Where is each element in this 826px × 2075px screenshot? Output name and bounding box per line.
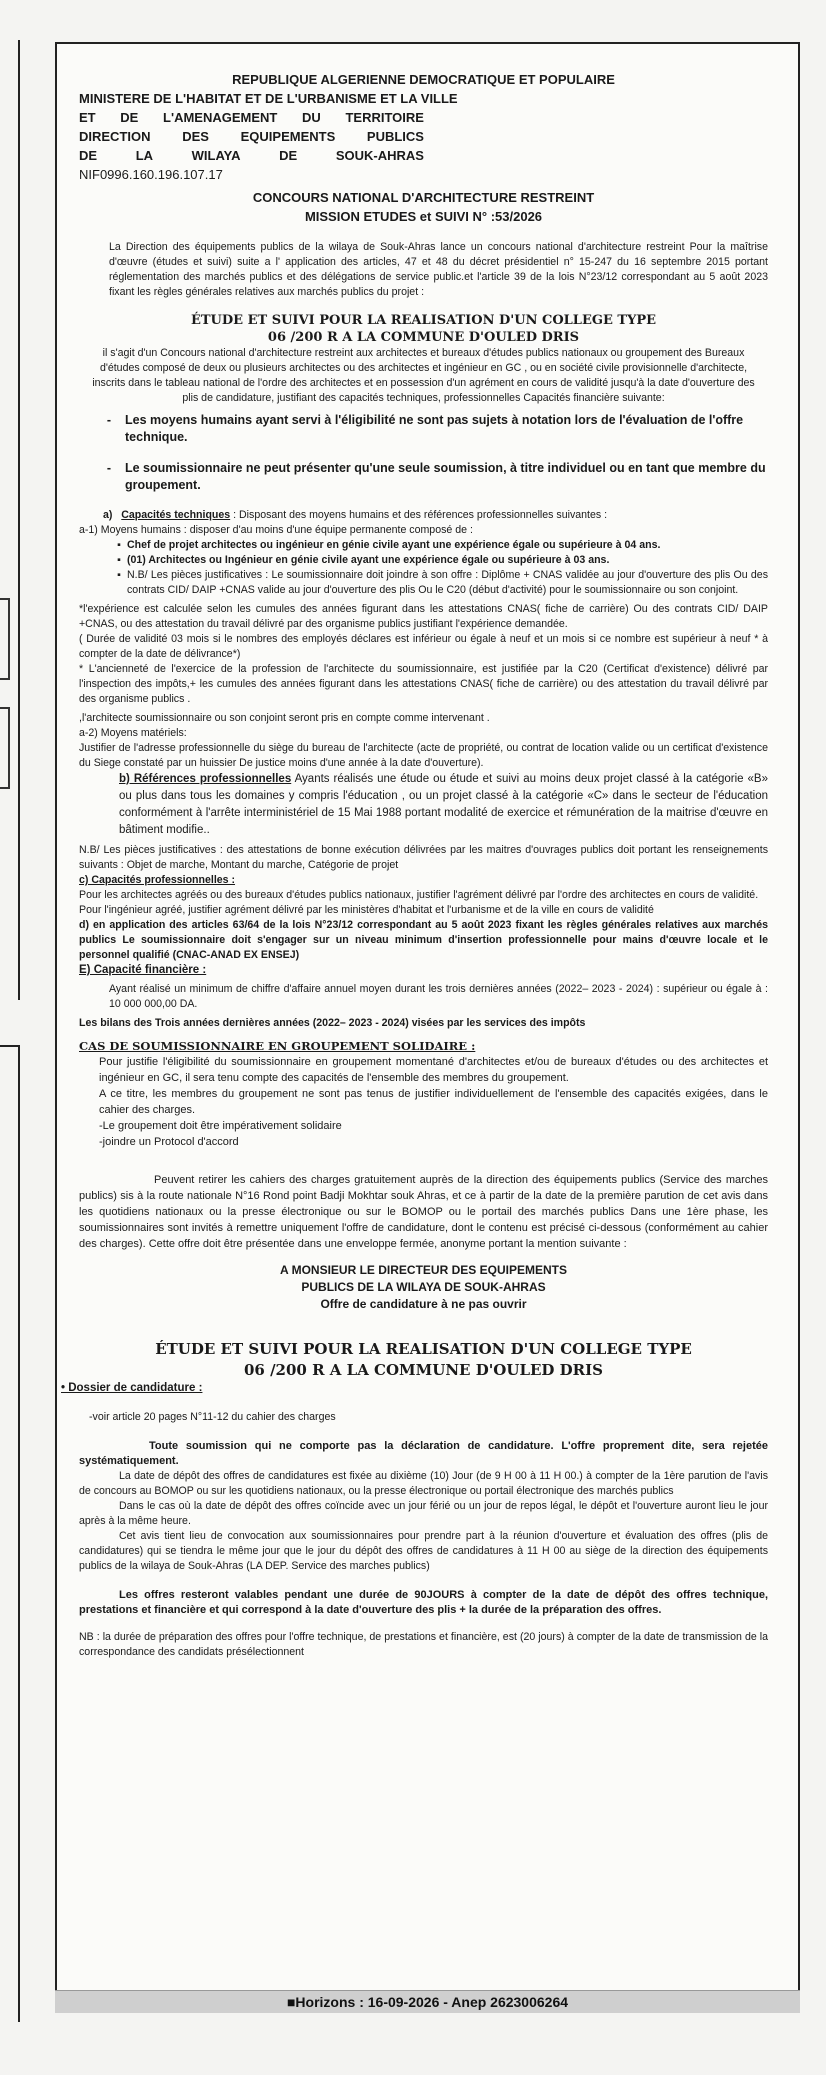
bilans-text: Les bilans des Trois années dernières années (2022– 2023 - 2024) visées par les services des impôts: [79, 1017, 586, 1029]
ministry-line: [79, 108, 424, 127]
groupement-title: CAS DE SOUMISSIONNAIRE EN GROUPEMENT SOLIDAIRE :: [79, 1039, 476, 1053]
ministere-heading: MINISTERE DE L'HABITAT ET DE L'URBANISME ET LA VILLE: [79, 91, 458, 106]
note-item: [79, 460, 768, 494]
address-line: PUBLICS DE LA WILAYA DE SOUK-AHRAS: [301, 1280, 546, 1294]
wilaya-line: [79, 146, 424, 165]
cap-tech-label: a): [103, 509, 113, 521]
validity-note: ( Durée de validité 03 mois si le nombres des employés déclares est inférieur ou égale à neuf et un mois si ce nombre est supérieur à neuf * à compter de la date de délivrance*): [79, 633, 768, 660]
references-text: Ayants réalisés une étude ou étude et suivi au moins deux projet classé à la catégorie «B» ou plus dans tous les domaines y compris l'éducation , ou un projet classé à la catégorie «C» dans le secteur de l'éducation conformément à l'arrête interministériel de 15 Mai 1988 portant modalité de exercice et rémunération de la maitrise d'œuvre en bâtiment modifie..: [119, 773, 768, 836]
references-paragraph: [79, 771, 768, 839]
dash-marker: -: [106, 413, 112, 427]
wilaya-word: LA: [135, 148, 154, 163]
staff-item: [79, 568, 768, 598]
wilaya-word: WILAYA: [191, 148, 241, 163]
wilaya-word: SOUK-AHRAS: [335, 148, 424, 163]
cap-pro-title: c) Capacités professionnelles :: [79, 874, 236, 886]
dossier-rejet: Toute soumission qui ne comporte pas la déclaration de candidature. L'offre proprement dite, sera rejetée systématiquement.: [79, 1440, 768, 1467]
ministry-word: L'AMENAGEMENT: [163, 110, 278, 125]
moyens-materiels: a-2) Moyens matériels:: [79, 727, 187, 739]
project-title-line: 06 /200 R A LA COMMUNE D'OULED DRIS: [243, 1361, 603, 1379]
groupement-p2: A ce titre, les membres du groupement ne sont pas tenus de justifier individuellement de l'ensemble des capacités exigées, dans le cahier des charges.: [99, 1088, 768, 1116]
intervenant-note: ,l'architecte soumissionnaire ou son conjoint seront pris en compte comme intervenant .: [79, 712, 490, 724]
seniority-note: * L'ancienneté de l'exercice de la profession de l'architecte du soumissionnaire, est justifiée par la C20 (Certificat d'existence) délivré par l'inspection des impôts,+ les cumules des années figurant dans les attestations CNAS( fiche de carrière) ou des attestation du travail délivré par des organisme publics .: [79, 663, 768, 705]
notice-frame: [55, 42, 800, 2006]
project-title-line: 06 /200 R A LA COMMUNE D'OULED DRIS: [267, 330, 580, 345]
ministry-word: DU: [302, 110, 321, 125]
note-text: Les moyens humains ayant servi à l'éligibilité ne sont pas sujets à notation lors de l'évaluation de l'offre technique.: [125, 413, 744, 444]
cap-tech-desc: : Disposant des moyens humains et des références professionnelles suivantes :: [233, 509, 608, 521]
cap-fin-title: E) Capacité financière :: [79, 964, 207, 976]
experience-note: *l'expérience est calculée selon les cumules des années figurant dans les attestations CNAS( fiche de carrière) Ou des contrats CID/ DAIP +CNAS, ou des attestation du travail délivré par des organisme publics justifiant l'expérience demandée.: [79, 603, 768, 630]
insertion-paragraph: d) en application des articles 63/64 de la lois N°23/12 correspondant au 5 août 2023 fixant les règles générales relatives aux marchés publics Le soumissionnaire doit s'engager sur un niveau minimum d'insertion professionnelle pour mains d'œuvre locale et le personnel qualifié (CNAC-ANAD EX ENSEJ): [79, 919, 768, 961]
project-title: [79, 312, 768, 346]
concours-title: CONCOURS NATIONAL D'ARCHITECTURE RESTREINT: [252, 190, 595, 205]
dossier-date: La date de dépôt des offres de candidatures est fixée au dixième (10) Jour (de 9 H 00 à 11 H 00.) à compter de la 1ère parution de l'avis de concours au BOMOP ou sur les quotidiens nationaux, ou la presse électronique ou portail électronique des marchés publics: [79, 1470, 768, 1497]
dossier-nb: NB : la durée de préparation des offres pour l'offre technique, de prestations et financière, est (20 jours) à compter de la date de transmission de la correspondance des candidats présélectionnent: [79, 1631, 768, 1658]
address-block: [79, 1262, 768, 1313]
moyens-materiels-text: Justifier de l'adresse professionnelle du siège du bureau de l'architecte (acte de propriété, ou contrat de location valide ou un certificat d'existence du Siege constaté par un huissier De justice moins d'une année à la date d'ouverture).: [79, 742, 768, 769]
references-nb: N.B/ Les pièces justificatives : des attestations de bonne exécution délivrées par les maitres d'ouvrages publics doit portant les renseignements suivants : Objet de marche, Montant du marche, Catégorie de projet: [79, 844, 768, 871]
address-line: A MONSIEUR LE DIRECTEUR DES EQUIPEMENTS: [280, 1263, 567, 1277]
dossier-voir: -voir article 20 pages N°11-12 du cahier des charges: [89, 1411, 336, 1423]
intro-paragraph: La Direction des équipements publics de la wilaya de Souk-Ahras lance un concours national d'architecture restreint Pour la maîtrise d'œuvre (études et suivi) suite a l' application des articles, 47 et 48 du décret présidentiel n° 15-247 du 16 septembre 2015 portant réglementation des marchés publics et des délégations de service public.et l'article 39 de la lois N°23/12 correspondant au 5 août 2023 fixant les règles générales relatives aux marchés publics du projet :: [109, 241, 768, 298]
staff-text: (01) Architectes ou Ingénieur en génie civile ayant une expérience égale ou supérieure à 03 ans.: [127, 554, 610, 566]
direction-word: DIRECTION: [79, 129, 151, 144]
project-title-line: ÉTUDE ET SUIVI POUR LA REALISATION D'UN COLLEGE TYPE: [190, 313, 657, 328]
staff-text: N.B/ Les pièces justificatives : Le soumissionnaire doit joindre à son offre : Diplôme + CNAS validée au jour d'ouverture des plis Ou des contrats CID/ DAIP +CNAS valide au jour d'ouverture des plis Ou le C20 (début d'activité) pour le soumissionnaire ou son conjoint.: [127, 569, 768, 596]
moyens-humains: a-1) Moyens humains : disposer d'au moins d'une équipe permanente composé de :: [79, 524, 473, 536]
note-text: Le soumissionnaire ne peut présenter qu'une seule soumission, à titre individuel ou en tant que membre du groupement.: [125, 461, 766, 492]
ministry-word: TERRITOIRE: [345, 110, 424, 125]
direction-line: [79, 127, 424, 146]
ministry-word: ET: [79, 110, 96, 125]
wilaya-word: DE: [279, 148, 298, 163]
staff-text: Chef de projet architectes ou ingénieur en génie civile ayant une expérience égale ou supérieure à 04 ans.: [127, 539, 661, 551]
groupement-p3: -Le groupement doit être impérativement solidaire: [99, 1120, 342, 1132]
cap-tech-heading: [79, 508, 768, 523]
left-column-box: [0, 707, 10, 789]
nif-number: NIF0996.160.196.107.17: [79, 167, 223, 182]
cap-pro-engineer: Pour l'ingénieur agréé, justifier agrément délivré par les ministères d'habitat et l'urbanisme et de la ville en cours de validité: [79, 904, 654, 916]
direction-word: DES: [182, 129, 209, 144]
project-title-repeat: [79, 1339, 768, 1381]
direction-word: EQUIPEMENTS: [240, 129, 336, 144]
dossier-validite: Les offres resteront valables pendant une durée de 90JOURS à compter de la date de dépôt des offres technique, prestations et financière et qui correspond à la date d'ouverture des plis + la durée de la préparation des offres.: [79, 1589, 768, 1616]
note-item: [79, 412, 768, 446]
groupement-p1: Pour justifie l'éligibilité du soumissionnaire en groupement momentané d'architectes et/ou de bureaux d'études ou des architectes et ingénieur en GC, il sera tenu compte des capacités de l'ensemble des membres du groupement.: [99, 1056, 768, 1084]
ministry-word: DE: [120, 110, 139, 125]
address-line: Offre de candidature à ne pas ouvrir: [320, 1297, 527, 1311]
left-column-box: [0, 598, 10, 680]
eligibility-paragraph: il s'agit d'un Concours national d'architecture restreint aux architectes et bureaux d'études publics nationaux ou groupement des Bureaux d'études composé de deux ou plusieurs architectes ou des architectes et ingénieur en GC , ou en société civile provisionnelle d'architecte, inscrits dans le tableau national de l'ordre des architectes et en possession d'un agrément en cours de validité jusqu'à la date d'ouverture des plis de candidature, justifiant des capacités techniques, professionnelles Capacités financière suivante:: [92, 347, 755, 404]
republique-heading: REPUBLIQUE ALGERIENNE DEMOCRATIQUE ET POPULAIRE: [232, 72, 615, 87]
bullet-marker: ▪: [117, 554, 121, 566]
left-column-edge: [0, 1045, 20, 2022]
groupement-p4: -joindre un Protocol d'accord: [99, 1136, 239, 1148]
publication-footer: [55, 1990, 800, 2013]
references-label: b) Références professionnelles: [119, 773, 292, 785]
bullet-marker: ▪: [117, 539, 121, 551]
bullet-marker: ▪: [117, 569, 121, 581]
wilaya-word: DE: [79, 148, 98, 163]
cap-pro-architect: Pour les architectes agréés ou des bureaux d'études publics nationaux, justifier l'agrément délivré par l'ordre des architectes en cours de validité.: [79, 889, 759, 901]
dossier-title: • Dossier de candidature :: [61, 1382, 203, 1394]
left-column-edge: [0, 40, 20, 1000]
dash-marker: -: [106, 461, 112, 475]
direction-word: PUBLICS: [366, 129, 424, 144]
publication-reference: ■Horizons : 16-09-2026 - Anep 2623006264: [286, 1994, 569, 2010]
dossier-ferie: Dans le cas où la date de dépôt des offres coïncide avec un jour férié ou un jour de repos légal, le dépôt et l'ouverture auront lieu le jour après à la même heure.: [79, 1500, 768, 1527]
staff-item: [79, 553, 768, 568]
staff-item: [79, 538, 768, 553]
mission-title: MISSION ETUDES et SUIVI N° :53/2026: [304, 209, 543, 224]
project-title-line: ÉTUDE ET SUIVI POUR LA REALISATION D'UN COLLEGE TYPE: [155, 1340, 692, 1358]
retrait-paragraph: Peuvent retirer les cahiers des charges gratuitement auprès de la direction des équipements publics (Service des marches publics) sis à la route nationale N°16 Rond point Badji Mokhtar souk Ahras, et ce à partir de la date de la première parution de cet avis dans les quotidiens nationaux ou la presse électronique ou sur le BOMOP ou le portail des marchés publics Dans une 1ère phase, les soumissionnaires sont invités à remettre uniquement l'offre de candidature, dont le contenu est précisé ci-dessous (conformément au cahier des charges). Cette offre doit être présentée dans une enveloppe fermée, anonyme portant la mention suivante :: [79, 1174, 768, 1250]
dossier-convocation: Cet avis tient lieu de convocation aux soumissionnaires pour prendre part à la réunion d'ouverture et évaluation des offres (plis de candidatures) qui se tiendra le même jour que le jour du dépôt des offres de candidatures à 11 H 00 au siège de la direction des équipements publics de la wilaya de Souk-Ahras (LA DEP. Service des marches publics): [79, 1530, 768, 1572]
cap-fin-text: Ayant réalisé un minimum de chiffre d'affaire annuel moyen durant les trois dernières années (2022– 2023 - 2024) : supérieur ou égale à : 10 000 000,00 DA.: [109, 983, 768, 1010]
cap-tech-title: Capacités techniques: [121, 509, 231, 521]
